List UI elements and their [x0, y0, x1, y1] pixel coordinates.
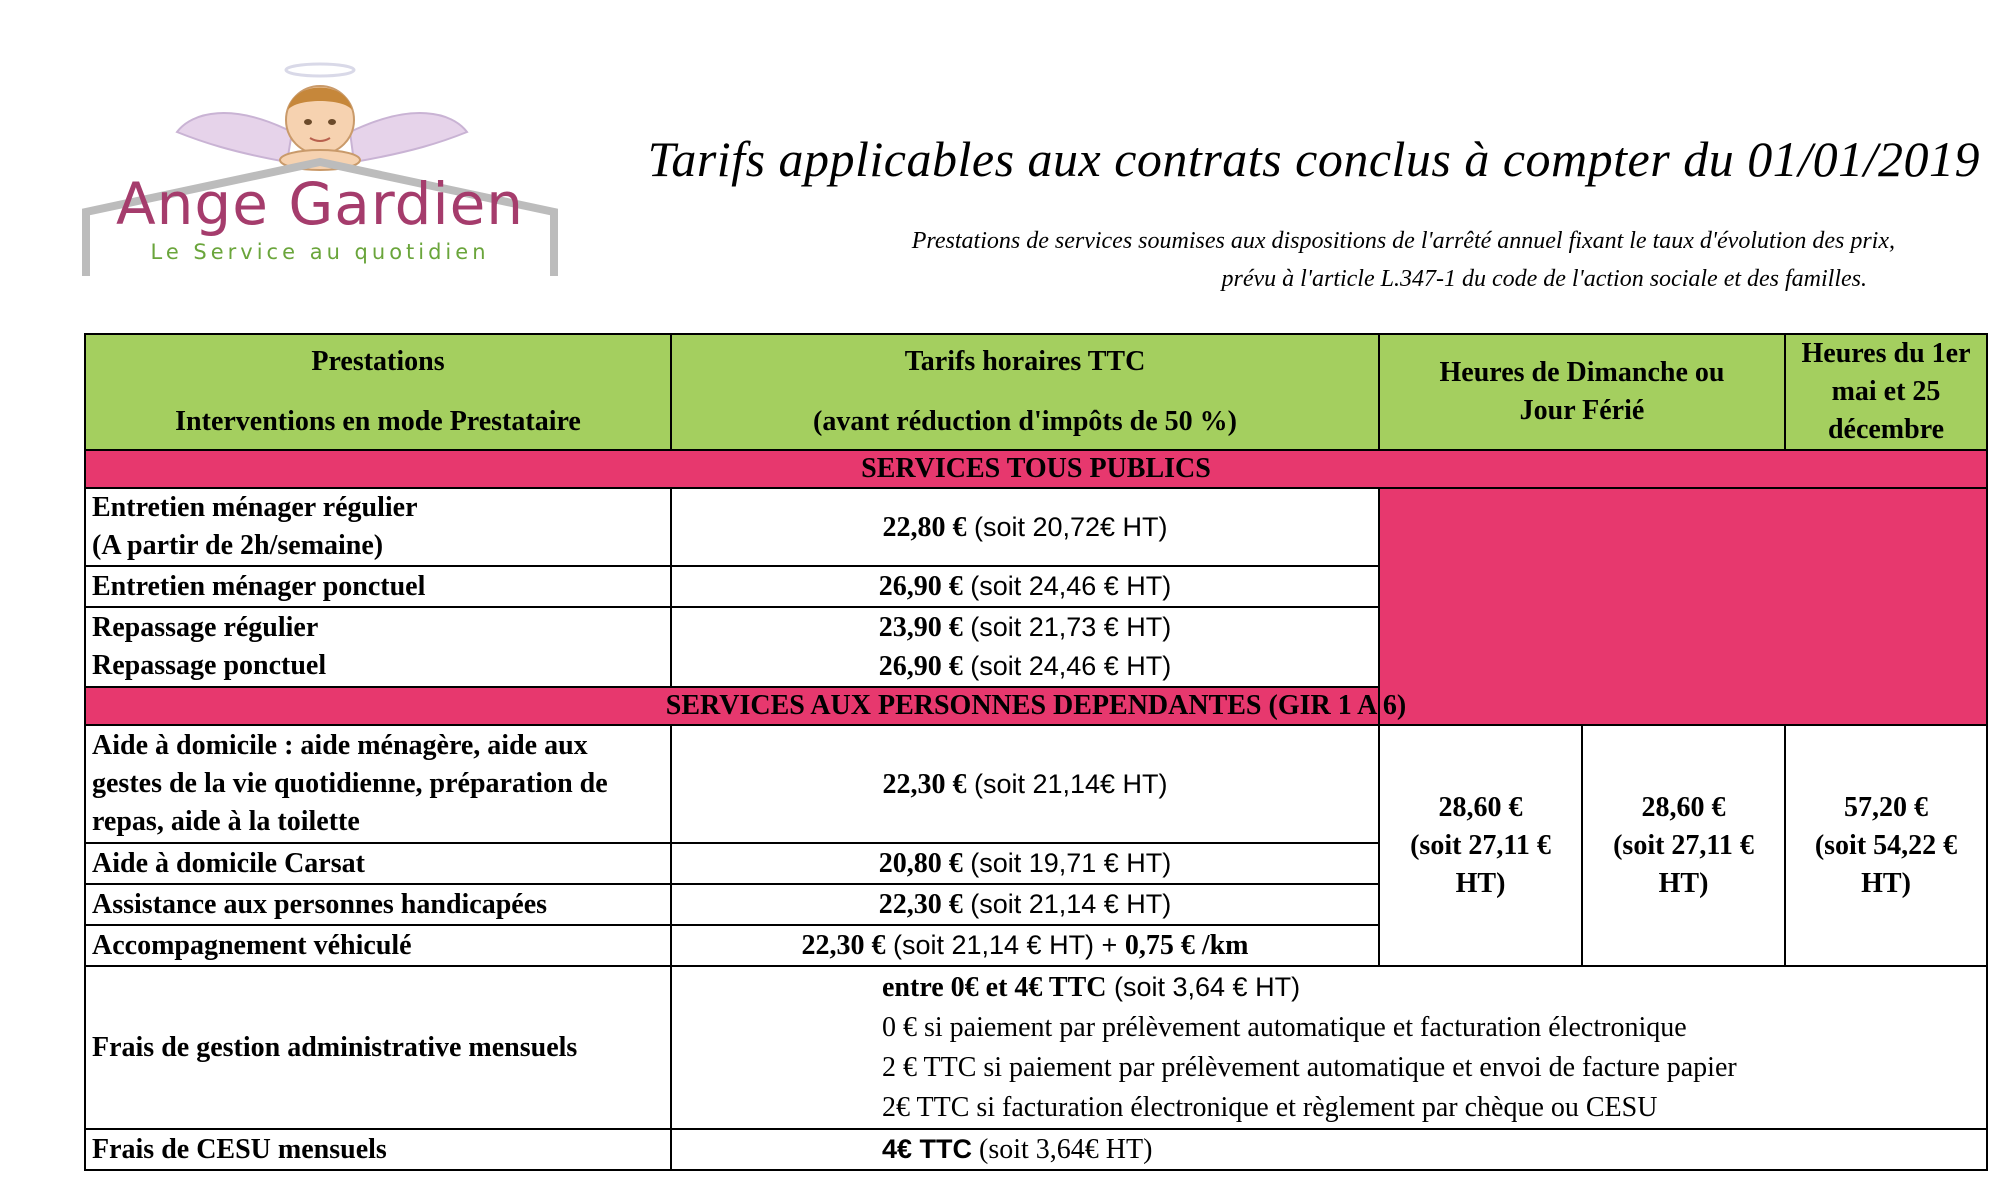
frais-gestion-details	[671, 966, 1987, 1129]
special-price-ht: (soit 54,22 €	[1814, 829, 1958, 861]
special-price-ttc: 57,20 €	[1844, 791, 1928, 823]
row-label: Entretien ménager ponctuel	[85, 566, 671, 607]
row-label-line: (A partir de 2h/semaine)	[92, 530, 384, 561]
header-tarifs-note: (avant réduction d'impôts de 50 %)	[813, 406, 1237, 437]
row-label-line: Repassage régulier	[92, 612, 319, 643]
row-label-line: gestes de la vie quotidienne, préparation de	[92, 768, 608, 799]
frais-cesu-ttc: 4€ TTC	[882, 1134, 973, 1164]
header-tarifs	[671, 334, 1379, 450]
logo-brand-text: Ange Gardien	[115, 170, 525, 238]
table-row	[85, 966, 1987, 1129]
special-price-ht: (soit 27,11 €	[1410, 829, 1551, 861]
frais-gestion-condition: 2 € TTC si paiement par prélèvement automatique et envoi de facture papier	[882, 1052, 1737, 1083]
special-price-ttc: 28,60 €	[1641, 791, 1726, 823]
header-tarifs-title: Tarifs horaires TTC	[904, 346, 1146, 377]
row-label	[85, 488, 671, 566]
price-ttc: 20,80 €	[878, 848, 963, 879]
company-logo	[82, 62, 558, 284]
price-ht: (soit 24,46 € HT)	[962, 651, 1172, 681]
special-price-ttc: 28,60 €	[1438, 791, 1523, 823]
price-ht: (soit 21,14 € HT)	[962, 889, 1172, 919]
header-prestations-mode: Interventions en mode Prestataire	[175, 406, 581, 437]
price-ht: (soit 21,14 € HT) +	[885, 930, 1125, 960]
row-label: Aide à domicile Carsat	[85, 843, 671, 884]
table-row	[85, 1129, 1987, 1170]
row-price	[671, 725, 1379, 843]
section-tous-publics: SERVICES TOUS PUBLICS	[85, 450, 1987, 488]
subtitle-line-1: Prestations de services soumises aux dispositions de l'arrêté annuel fixant le taux d'évolution des prix,	[911, 228, 1895, 254]
row-label	[85, 607, 671, 687]
row-price	[671, 607, 1379, 687]
row-label	[85, 725, 671, 843]
tariff-table	[84, 333, 1988, 1171]
special-price-ht: HT)	[1861, 867, 1911, 899]
price-ttc: 22,80 €	[882, 511, 967, 543]
price-ht: (soit 19,71 € HT)	[962, 848, 1172, 878]
price-ttc: 26,90 €	[878, 651, 963, 682]
header-prestations-title: Prestations	[311, 346, 445, 377]
table-row	[85, 488, 1987, 566]
page-title: Tarifs applicables aux contrats conclus à compter du 01/01/2019	[647, 131, 1980, 187]
header-mai: Heures du 1er mai et 25 décembre	[1785, 334, 1987, 450]
price-ttc: 22,30 €	[878, 889, 963, 920]
section-header-row	[85, 450, 1987, 488]
price-ferie	[1582, 725, 1785, 966]
price-ttc: 22,30 €	[801, 930, 886, 961]
special-price-ht: HT)	[1455, 867, 1506, 899]
page-subtitle	[560, 222, 1895, 298]
header-prestations	[85, 334, 671, 450]
subtitle-line-2: prévu à l'article L.347-1 du code de l'action sociale et des familles.	[1221, 266, 1867, 292]
section-personnes-dependantes: SERVICES AUX PERSONNES DEPENDANTES (GIR 1 A 6)	[85, 687, 1987, 725]
row-label: Accompagnement véhiculé	[85, 925, 671, 966]
table-row	[85, 725, 1987, 843]
price-ht: (soit 21,14€ HT)	[966, 768, 1168, 799]
row-price	[671, 884, 1379, 925]
row-price	[671, 566, 1379, 607]
row-label: Assistance aux personnes handicapées	[85, 884, 671, 925]
frais-gestion-ht: (soit 3,64 € HT)	[1106, 972, 1301, 1002]
special-price-ht: HT)	[1658, 867, 1709, 899]
price-per-km: 0,75 € /km	[1124, 930, 1249, 961]
row-label-line: Repassage ponctuel	[92, 650, 327, 681]
row-label-line: repas, aide à la toilette	[92, 806, 360, 837]
table-header-row	[85, 334, 1987, 450]
price-ttc: 22,30 €	[882, 768, 967, 800]
price-ttc: 26,90 €	[878, 571, 963, 602]
row-price	[671, 925, 1379, 966]
row-price	[671, 843, 1379, 884]
frais-cesu-ht: (soit 3,64€ HT)	[972, 1134, 1153, 1165]
special-price-ht: (soit 27,11 €	[1613, 829, 1754, 861]
price-ht: (soit 20,72€ HT)	[966, 511, 1168, 542]
price-1er-mai	[1785, 725, 1987, 966]
frais-gestion-condition: 0 € si paiement par prélèvement automatique et facturation électronique	[882, 1012, 1687, 1043]
header-dimanche: Heures de Dimanche ou Jour Férié	[1379, 334, 1785, 450]
price-ttc: 23,90 €	[878, 612, 963, 643]
price-ht: (soit 24,46 € HT)	[962, 571, 1172, 601]
row-label-line: Entretien ménager régulier	[92, 492, 418, 523]
frais-gestion-range: entre 0€ et 4€ TTC	[882, 972, 1107, 1003]
row-label-line: Aide à domicile : aide ménagère, aide aux	[92, 730, 588, 761]
frais-gestion-condition: 2€ TTC si facturation électronique et règlement par chèque ou CESU	[882, 1092, 1658, 1123]
section-header-row	[85, 687, 1987, 725]
frais-cesu-label: Frais de CESU mensuels	[85, 1129, 671, 1170]
price-ht: (soit 21,73 € HT)	[962, 612, 1172, 642]
frais-cesu-details	[671, 1129, 1987, 1170]
frais-gestion-label: Frais de gestion administrative mensuels	[85, 966, 671, 1129]
logo-tagline-text: Le Service au quotidien	[150, 240, 490, 264]
row-price	[671, 488, 1379, 566]
price-dimanche	[1379, 725, 1582, 966]
